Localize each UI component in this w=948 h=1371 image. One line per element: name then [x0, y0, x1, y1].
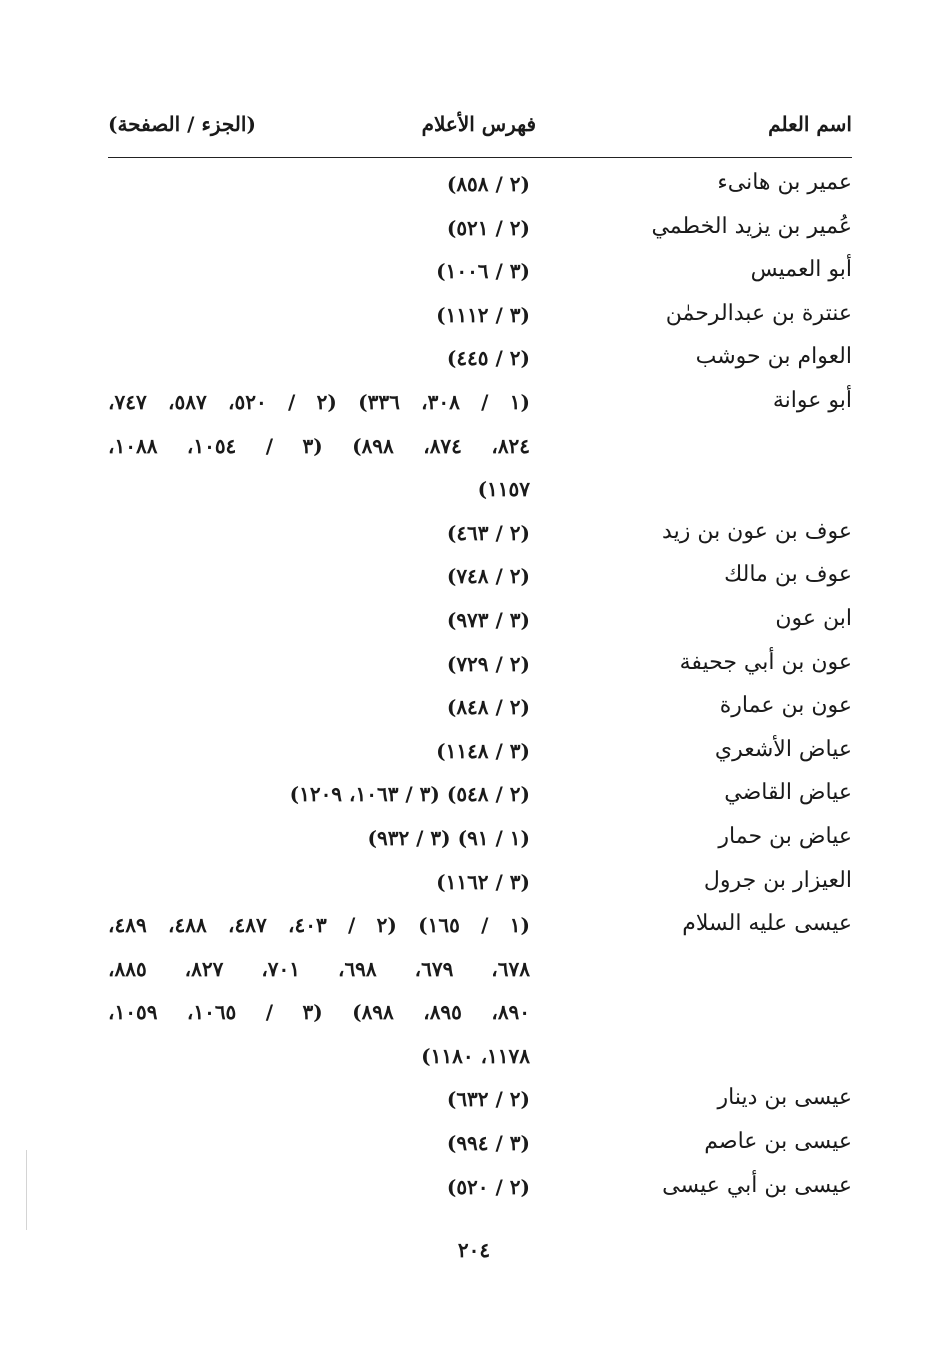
page-reference: ١١٧٨، ١١٨٠) — [421, 1043, 530, 1068]
entry-line — [108, 558, 852, 602]
page-reference: (٣ / ١١١٢) — [436, 302, 530, 327]
page-reference: (٢ / ٥٢١) — [446, 215, 530, 240]
entry-line — [108, 820, 852, 864]
person-name: عيسى بن أبي عيسى — [662, 1172, 852, 1198]
person-name: عياض بن حمار — [718, 823, 852, 849]
person-name: عون بن عمارة — [719, 693, 852, 719]
person-name: عوف بن مالك — [724, 562, 852, 588]
header-divider — [108, 157, 852, 158]
page-reference: (١ / ٩١) (٣ / ٩٣٢) — [367, 825, 530, 850]
entry-line — [108, 646, 852, 690]
person-name: عمير بن هانىء — [717, 170, 852, 195]
page-reference: (١ / ٣٠٨، ٣٣٦) (٢ / ٥٢٠، ٥٨٧، ٧٤٧، — [108, 389, 530, 414]
page-reference: (٢ / ٨٥٨) — [446, 172, 530, 196]
page-reference: (٢ / ٤٤٥) — [446, 346, 530, 371]
index-entry — [108, 1081, 852, 1125]
index-entry — [108, 558, 852, 602]
person-name: عياض القاضي — [724, 780, 852, 806]
index-entry — [108, 384, 852, 515]
person-name: أبو العميس — [750, 257, 852, 283]
index-entry — [108, 340, 852, 384]
entry-line — [108, 907, 852, 951]
page-reference: ١١٥٧) — [477, 477, 530, 502]
index-entries — [108, 166, 852, 1212]
entry-line — [108, 733, 852, 777]
entry-line — [108, 210, 852, 254]
index-entry — [108, 166, 852, 210]
person-name: عون بن أبي جحيفة — [679, 649, 852, 675]
entry-line — [108, 297, 852, 341]
page-reference: (٣ / ١١٤٨) — [436, 738, 530, 763]
index-entry — [108, 820, 852, 864]
index-entry — [108, 864, 852, 908]
page-reference: ٨٢٤، ٨٧٤، ٨٩٨) (٣ / ١٠٥٤، ١٠٨٨، — [108, 433, 531, 458]
page-reference: (٢ / ٥٢٠) — [446, 1174, 530, 1199]
entry-line — [108, 253, 852, 297]
index-entry — [108, 602, 852, 646]
scan-margin-mark — [26, 1150, 27, 1230]
entry-line — [108, 1125, 852, 1169]
entry-line — [108, 166, 852, 210]
person-name: العيزار بن جرول — [703, 867, 852, 893]
index-entry — [108, 297, 852, 341]
index-entry — [108, 907, 852, 1081]
entry-line — [108, 689, 852, 733]
entry-line — [108, 1169, 852, 1213]
person-name: ابن عون — [775, 605, 852, 631]
entry-line — [108, 951, 852, 995]
index-entry — [108, 1169, 852, 1213]
page-reference: (٣ / ٩٧٣) — [446, 607, 530, 632]
index-entry — [108, 253, 852, 297]
person-name: العوام بن حوشب — [695, 344, 852, 370]
index-entry — [108, 689, 852, 733]
page-reference: (٢ / ٧٢٩) — [446, 651, 530, 676]
page-reference: (١ / ١٦٥) (٢ / ٤٠٣، ٤٨٧، ٤٨٨، ٤٨٩، — [108, 913, 530, 938]
person-name: عيسى بن عاصم — [704, 1129, 852, 1155]
person-name: عيسى بن دينار — [717, 1085, 852, 1111]
entry-line — [108, 384, 852, 428]
entry-line — [108, 515, 852, 559]
index-title: فهرس الأعلام — [421, 112, 536, 136]
person-name: عياض الأشعري — [714, 736, 852, 762]
index-header — [108, 112, 852, 148]
name-column-heading: اسم العلم — [768, 112, 852, 136]
entry-line — [108, 602, 852, 646]
page-reference: (٣ / ٩٩٤) — [446, 1131, 530, 1156]
page-reference: (٢ / ٧٤٨) — [446, 564, 530, 589]
entry-line — [108, 340, 852, 384]
page-reference: (٢ / ٤٦٣) — [446, 520, 530, 545]
person-name: عوف بن عون بن زيد — [662, 518, 852, 544]
entry-line — [108, 428, 852, 472]
page-reference: (٢ / ٨٤٨) — [446, 695, 530, 720]
person-name: عنترة بن عبدالرحمٰن — [665, 300, 852, 326]
person-name: أبو عوانة — [772, 387, 852, 413]
entry-line — [108, 471, 852, 515]
page-reference: (٣ / ١١٦٢) — [436, 869, 530, 894]
page-reference: (٢ / ٦٣٢) — [446, 1087, 530, 1112]
page-reference: (٢ / ٥٤٨) (٣ / ١٠٦٣، ١٢٠٩) — [289, 782, 530, 807]
person-name: عيسى عليه السلام — [682, 911, 852, 937]
index-entry — [108, 733, 852, 777]
page-reference: (٣ / ١٠٠٦) — [436, 259, 530, 284]
entry-line — [108, 776, 852, 820]
entry-line — [108, 1081, 852, 1125]
page-number: ٢٠٤ — [457, 1238, 491, 1262]
reference-column-heading: (الجزء / الصفحة) — [108, 112, 256, 136]
index-entry — [108, 210, 852, 254]
index-entry — [108, 646, 852, 690]
entry-line — [108, 864, 852, 908]
entry-line — [108, 994, 852, 1038]
person-name: عُمير بن يزيد الخطمي — [651, 213, 852, 239]
index-entry — [108, 515, 852, 559]
index-entry — [108, 1125, 852, 1169]
page-reference: ٨٩٠، ٨٩٥، ٨٩٨) (٣ / ١٠٦٥، ١٠٥٩، — [108, 1000, 531, 1025]
index-entry — [108, 776, 852, 820]
page-reference: ٦٧٨، ٦٧٩، ٦٩٨، ٧٠١، ٨٢٧، ٨٨٥، — [108, 956, 530, 981]
entry-line — [108, 1038, 852, 1082]
